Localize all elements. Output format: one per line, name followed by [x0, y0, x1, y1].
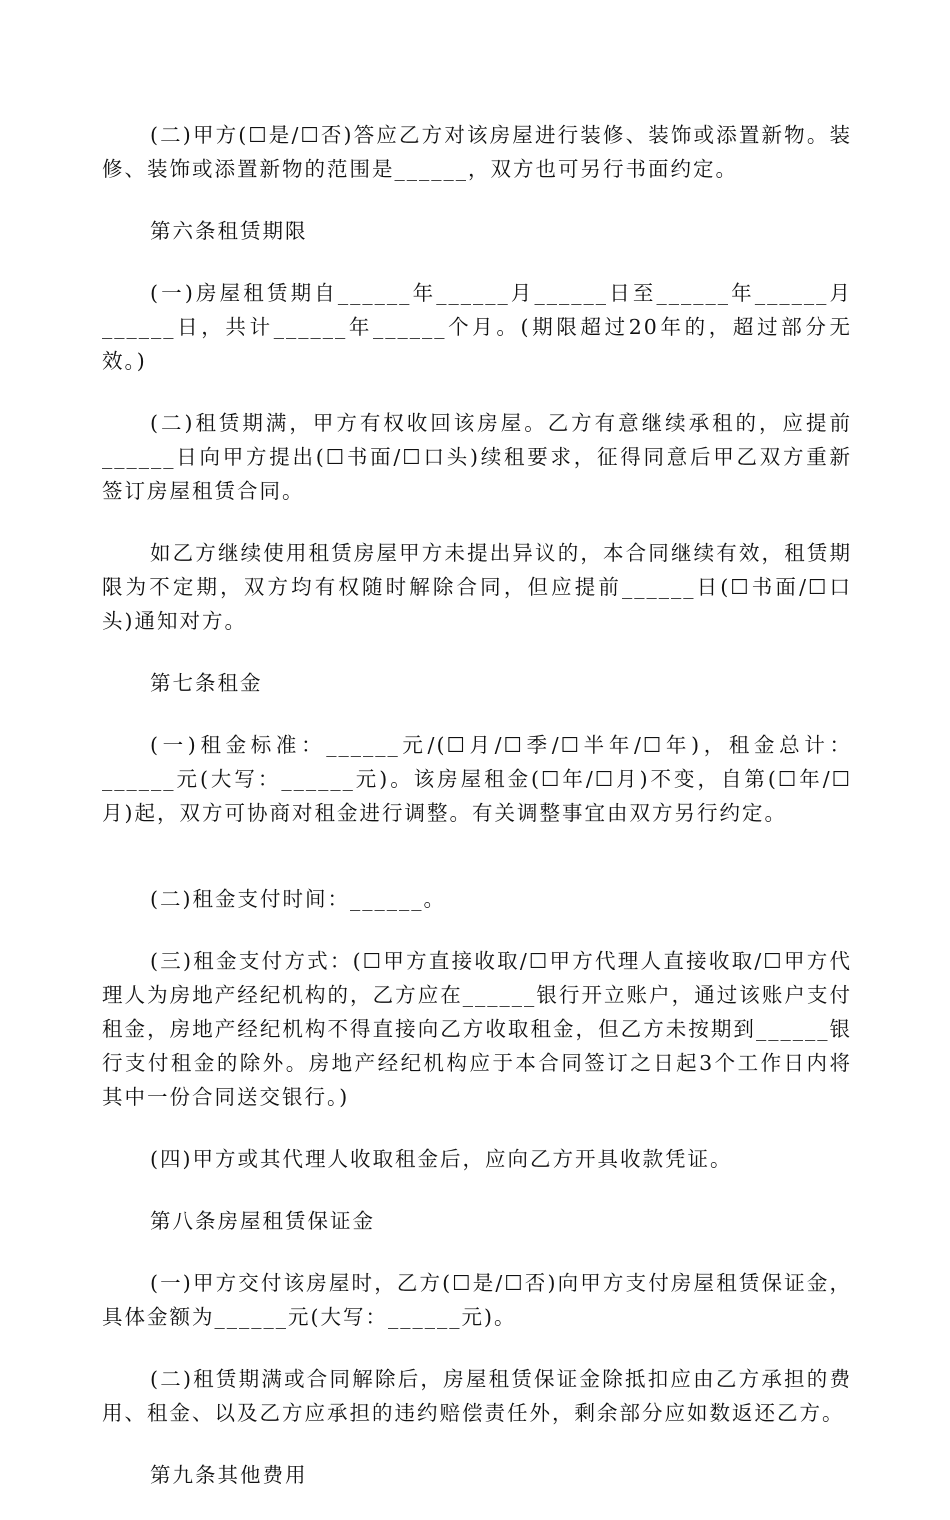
clause-7-item-3: (三)租金支付方式：(☐甲方直接收取/☐甲方代理人直接收取/☐甲方代理人为房地产经纪机构的，乙方应在______银行开立账户，通过该账户支付租金，房地产经纪机构不得直接向乙方收取租金，但乙方未按期到______银行支付租金的除外。房地产经纪机构应于本合同签订之日起3个工作日内将其中一份合同送交银行。) — [102, 949, 852, 1109]
clause-5-item-2: (二)甲方(☐是/☐否)答应乙方对该房屋进行装修、装饰或添置新物。装修、装饰或添置新物的范围是______，双方也可另行书面约定。 — [102, 123, 852, 181]
article-7-heading: 第七条租金 — [150, 671, 263, 695]
clause-7-item-1: (一)租金标准：______元/(☐月/☐季/☐半年/☐年)，租金总计：______元(大写：______元)。该房屋租金(☐年/☐月)不变，自第(☐年/☐月)起，双方可协商对租金进行调整。有关调整事宜由双方另行约定。 — [102, 733, 852, 825]
article-9-heading: 第九条其他费用 — [150, 1463, 308, 1487]
article-6-heading: 第六条租赁期限 — [150, 219, 308, 243]
clause-8-item-1: (一)甲方交付该房屋时，乙方(☐是/☐否)向甲方支付房屋租赁保证金，具体金额为______元(大写：______元)。 — [102, 1271, 852, 1329]
article-8-heading: 第八条房屋租赁保证金 — [150, 1209, 375, 1233]
clause-6-item-2: (二)租赁期满，甲方有权收回该房屋。乙方有意继续承租的，应提前______日向甲方提出(☐书面/☐口头)续租要求，征得同意后甲乙双方重新签订房屋租赁合同。 — [102, 411, 852, 503]
clause-6-continuation: 如乙方继续使用租赁房屋甲方未提出异议的，本合同继续有效，租赁期限为不定期，双方均有权随时解除合同，但应提前______日(☐书面/☐口头)通知对方。 — [102, 541, 852, 633]
clause-7-item-2: (二)租金支付时间：______。 — [150, 887, 446, 911]
clause-6-item-1: (一)房屋租赁期自______年______月______日至______年______月______日，共计______年______个月。(期限超过20年的，超过部分无效。) — [102, 281, 852, 373]
clause-8-item-2: (二)租赁期满或合同解除后，房屋租赁保证金除抵扣应由乙方承担的费用、租金、以及乙方应承担的违约赔偿责任外，剩余部分应如数返还乙方。 — [102, 1367, 852, 1425]
clause-7-item-4: (四)甲方或其代理人收取租金后，应向乙方开具收款凭证。 — [150, 1147, 733, 1171]
document-page — [102, 118, 852, 1520]
